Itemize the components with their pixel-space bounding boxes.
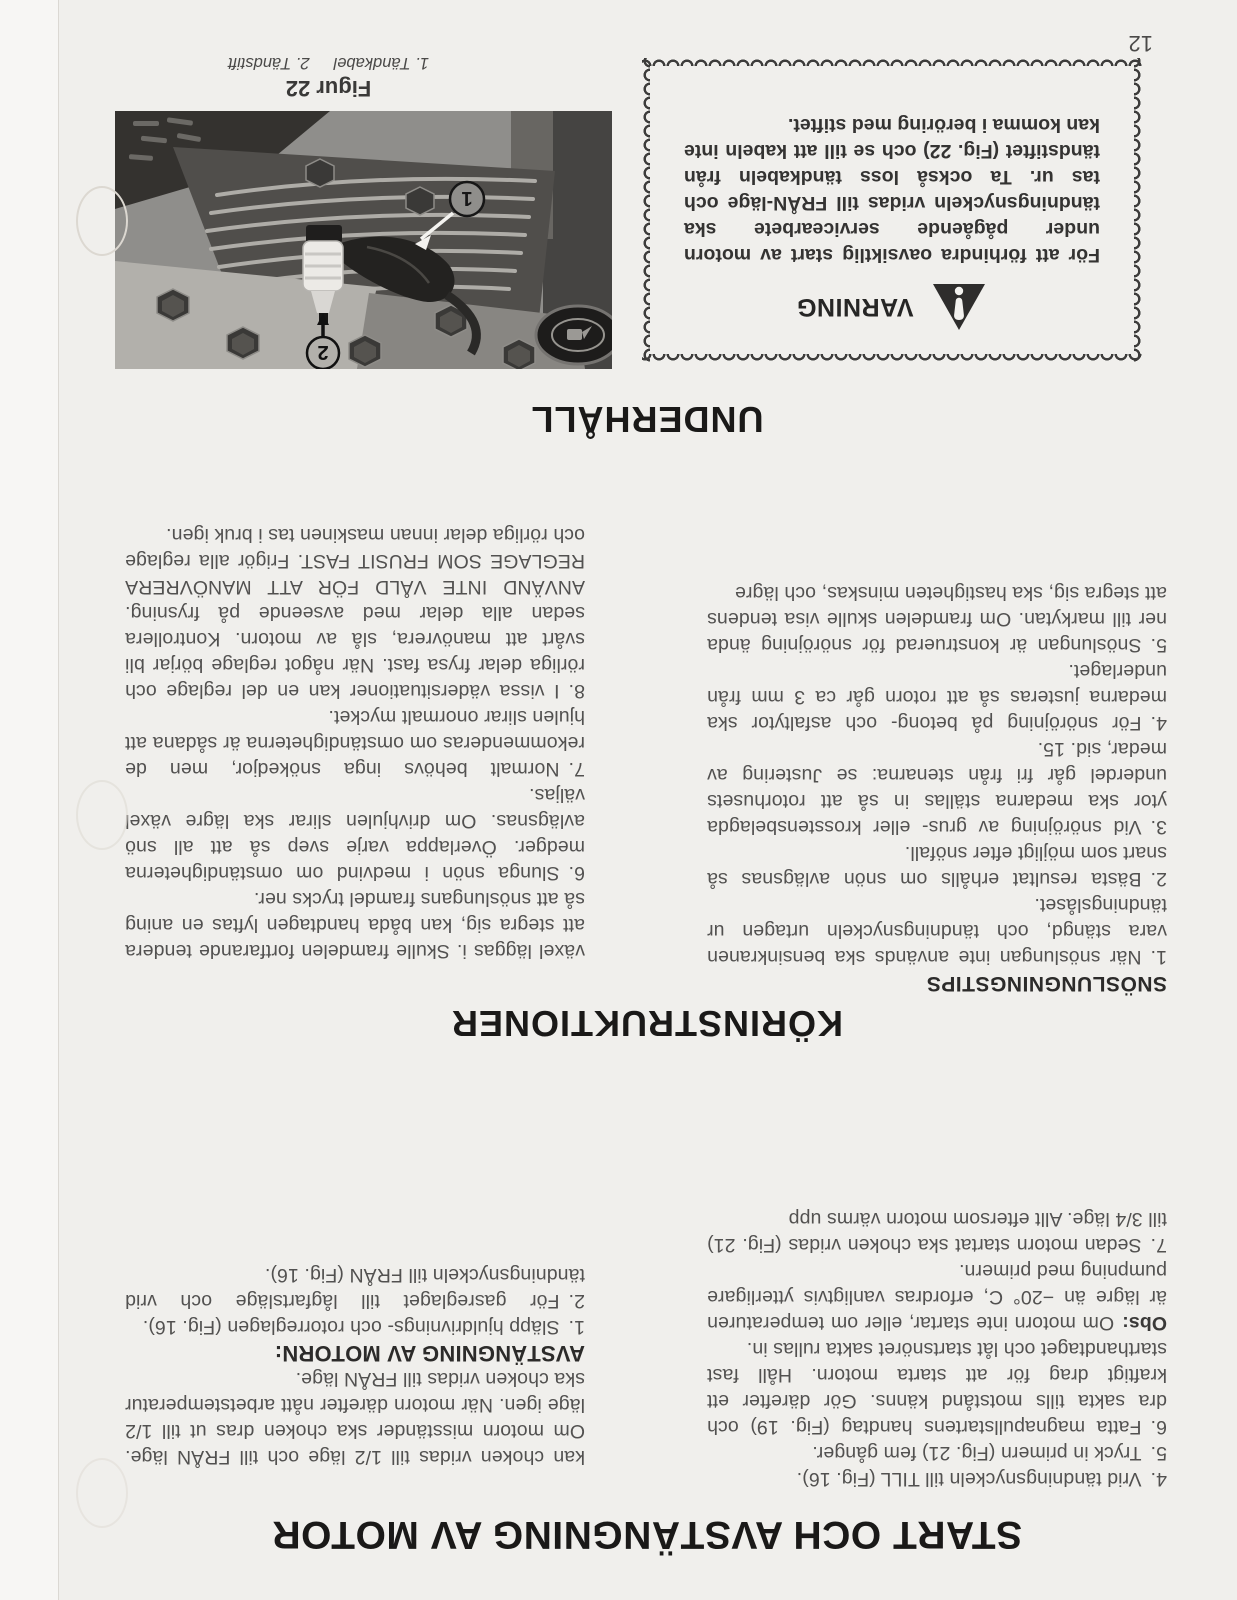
list-item: 2.För gasreglaget till lågfartsläge och vrid tändningsnyckeln till FRÅN (Fig. 16).	[125, 1264, 585, 1312]
list-item: 5.Snöslungan är konstruerad för snöröjning ända ner till markytan. Om framdelen skulle visa tendens att stegra sig, ska hastigheten minskas, och lägre	[707, 582, 1167, 656]
punch-hole	[76, 186, 128, 256]
wavy-border-bottom	[642, 58, 1142, 66]
section-title-maintenance: UNDERHÅLL	[530, 399, 764, 440]
list-item: 6.Slunga snön i medvind om omständigheterna medger. Överlappa varje svep så att all snö avlägsnas. Om drivhjulen slirar ska lägre växel väljas.	[125, 784, 585, 884]
warning-triangle-icon	[931, 282, 987, 332]
list-item: 5.Tryck in primern (Fig. 21) fem gånger.	[812, 1442, 1167, 1464]
figure-photo	[115, 111, 612, 369]
tips-heading: SNÖSLUNGNINGSTIPS	[926, 972, 1167, 995]
start-right-column	[125, 1262, 585, 1470]
driving-right-column	[125, 522, 585, 964]
figure-caption: Figur 22	[285, 76, 372, 101]
scan-edge-strip	[0, 0, 59, 1600]
list-item: 8.I vissa vädersituationer kan en del reglage och rörliga delar frysa fast. När något reglage börjar bli svårt att manövrera, slå av motorn. Kontrollera sedan alla delar med avseende på frysning. ANVÄND INTE VÅLD FÖR ATT MANÖVRERA REGLAGE SOM FRUSIT FAST. Frigör alla reglage och rörliga delar innan maskinen tas i bruk igen.	[125, 524, 585, 702]
warning-box	[642, 58, 1142, 362]
warning-label: VARNING	[796, 293, 914, 322]
wavy-border-left	[1134, 58, 1142, 362]
section-title-driving: KÖRINSTRUKTIONER	[451, 1003, 843, 1044]
figure-22	[115, 53, 612, 369]
note-label: Obs:	[1122, 1312, 1167, 1334]
list-item: 2.Bästa resultat erhålls om snön avlägsnas så snart som möjligt efter snöfall.	[707, 842, 1167, 890]
page-number: 12	[1128, 31, 1153, 56]
note-paragraph: Obs:Om motorn inte startar, eller om temperaturen är lägre än −20° C, erfordras vanligtvis ytterligare pumpning med primern.	[707, 1260, 1167, 1334]
driving-left-column	[707, 580, 1167, 996]
wavy-border-top	[642, 354, 1142, 362]
warning-text: För att förhindra oavsiktlig start av motorn under pågående servicearbete ska tändningsnyckeln vridas till FRÅN-läge och tas ur. Ta också loss tändkabeln från tändstiftet (Fig. 22) och se till att kabeln inte kan komma i beröring med stiftet.	[684, 114, 1100, 266]
list-item: 6.Fatta magnapullstartens handtag (Fig. 19) och dra sakta tills motstånd känns. Gör därefter ett kraftigt drag för att starta motorn. Håll fast starthandtaget och låt startsnöret sakta rullas in.	[707, 1338, 1167, 1438]
stop-engine-heading: AVSTÄNGNING AV MOTORN:	[274, 1341, 585, 1366]
start-left-column	[707, 1206, 1167, 1492]
list-item: 4.Vrid tändningsnyckeln till TILL (Fig. 16).	[796, 1468, 1167, 1490]
continuation-paragraph: växel läggas i. Skulle framdelen fortfarande tendera att stegra sig, kan båda handtagen lyftas en aning så att snöslungans framdel trycks ner.	[125, 888, 585, 962]
list-item: 7.Normalt behövs inga snökedjor, men de rekommenderas om omständigheterna är sådana att hjulen slirar onormalt mycket.	[125, 706, 585, 780]
list-item: 1.När snöslungan inte används ska bensinkranen vara stängd, och tändningsnyckeln urtagen ur tändningslåset.	[707, 894, 1167, 968]
oil-cap	[536, 306, 612, 364]
callout-2-number: 2	[317, 341, 329, 363]
punch-hole	[76, 1458, 128, 1528]
continuation-paragraph: kan choken vridas till 1/2 läge och till FRÅN läge. Om motorn misständer ska choken dras ut till 1/2 läge igen. När motorn därefter nått arbetstemperatur ska choken vridas till FRÅN läge.	[125, 1368, 585, 1468]
wavy-border-right	[642, 58, 650, 362]
figure-legend: 1. Tändkabel2. Tändstift	[227, 54, 430, 72]
section-title-start: START OCH AVSTÄNGNING AV MOTOR	[271, 1513, 1023, 1556]
list-item: 7.Sedan motorn startat ska choken vridas (Fig. 21) till 3/4 läge. Allt eftersom motorn värms upp	[707, 1208, 1167, 1256]
list-item: 4.För snöröjning på betong- och asfaltytor ska medarna justeras så att rotorn går ca 3 mm från underlaget.	[707, 660, 1167, 734]
callout-1-number: 1	[461, 187, 473, 209]
list-item: 1.Släpp hjuldrivnings- och rotorreglagen (Fig. 16).	[142, 1316, 585, 1338]
list-item: 3.Vid snöröjning av grus- eller krosstensbelagda ytor ska medarna ställas in så att rotorhusets underdel går fri från stenarna: se Justering av medar, sid. 15.	[707, 738, 1167, 838]
punch-hole	[76, 780, 128, 850]
